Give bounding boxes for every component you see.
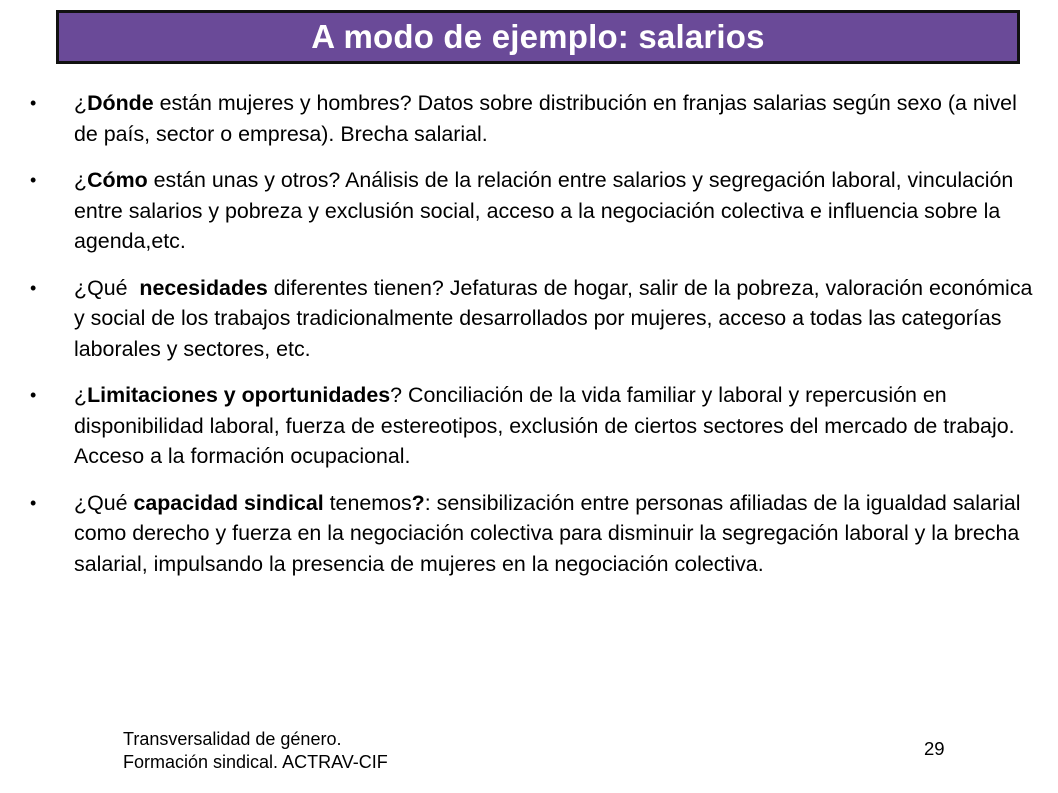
bullet-keyword: capacidad sindical [133,490,324,515]
bullet-prefix: ¿Qué [74,490,134,515]
bullet-prefix: ¿ [74,168,88,192]
footer-line-1: Transversalidad de género. [123,729,342,749]
bullet-item-limitaciones [30,380,1045,472]
bullet-keyword: necesidades [139,275,268,300]
bullet-keyword-suffix: ? [411,490,425,515]
bullet-prefix: ¿ [74,91,88,115]
bullet-text: ? Conciliación de la vida familiar y laboral y repercusión en disponibilidad laboral, fuerza de estereotipos, exclusión de ciertos sectores del mercado de trabajo. Acceso a la formación ocupacional. [74,383,1015,468]
bullet-text: ? Datos sobre distribución en franjas salarias según sexo (a nivel de país, sector o empresa). Brecha salarial. [74,91,1017,146]
footer-line-2: Formación sindical. ACTRAV-CIF [123,752,388,772]
page-number: 29 [924,738,945,759]
bullet-marker: • [30,170,37,190]
bullet-item-donde [30,88,1045,149]
bullet-marker: • [30,93,37,113]
bullet-keyword: Dónde [87,91,154,115]
bullet-middle: están unas y otros [147,168,329,192]
bullet-item-capacidad [30,488,1045,580]
title-banner [56,10,1020,64]
bullet-marker: • [30,492,37,513]
bullet-item-como [30,165,1045,257]
bullet-list [30,88,1045,595]
bullet-prefix: ¿ [74,383,88,407]
bullet-middle: diferentes tienen [267,275,432,300]
bullet-text: ? Jefaturas de hogar, salir de la pobreza, valoración económica y social de los trabajos tradicionalmente desarrollados por mujeres, acceso a todas las categorías laborales y sectores, etc. [74,275,1033,361]
bullet-prefix: ¿Qué [74,275,140,300]
bullet-text: : sensibilización entre personas afiliadas de la igualdad salarial como derecho y fuerza en la negociación colectiva para disminuir la segregación laboral y la brecha salarial, impulsando la presencia de mujeres en la negociación colectiva. [74,490,1021,576]
bullet-keyword: Limitaciones y oportunidades [87,383,391,407]
bullet-marker: • [30,385,37,405]
bullet-middle: están mujeres y hombres [153,91,400,115]
footer-credits [123,728,388,774]
bullet-keyword: Cómo [87,168,148,192]
bullet-item-necesidades [30,273,1045,365]
slide-title: A modo de ejemplo: salarios [311,18,765,55]
bullet-text: ? Análisis de la relación entre salarios y segregación laboral, vinculación entre salarios y pobreza y exclusión social, acceso a la negociación colectiva e influencia sobre la agenda,etc. [74,168,1014,253]
bullet-middle: tenemos [323,490,412,515]
bullet-marker: • [30,277,37,298]
